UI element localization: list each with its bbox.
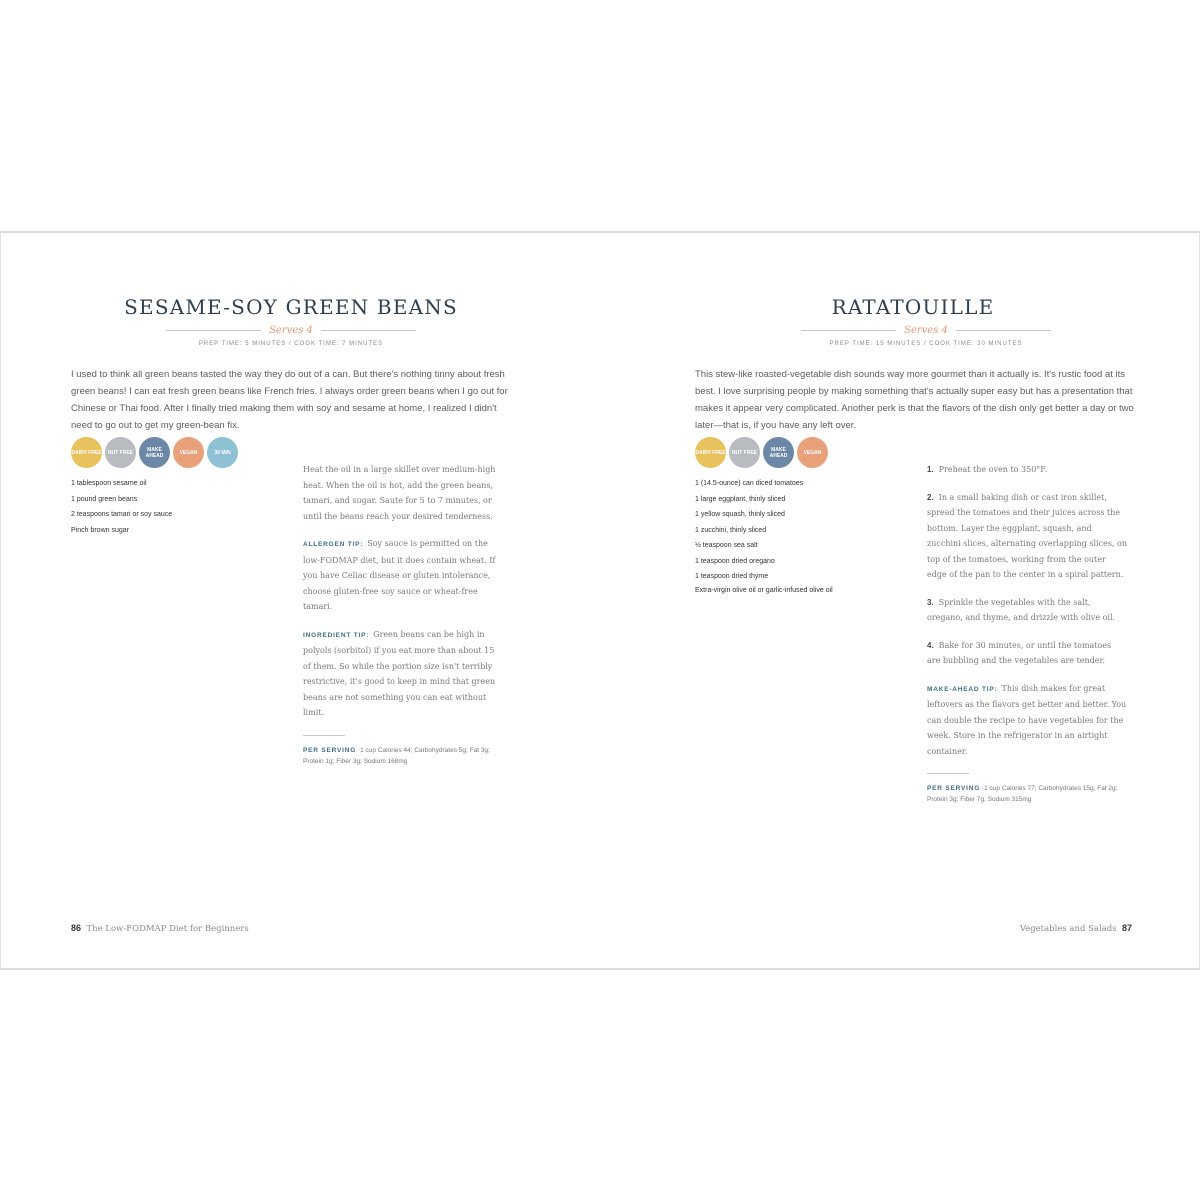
ingredient-item: 1 teaspoon dried oregano [695,557,775,565]
nut-free-badge-icon: NUT FREE [729,437,760,468]
ingredient-item: ½ teaspoon sea salt [695,542,758,549]
divider [303,735,345,736]
divider [927,773,969,774]
step-number: 3. [927,597,934,607]
prep-cook-times: PREP TIME: 15 MINUTES / COOK TIME: 30 MINUTES [829,341,1023,347]
30-minute-badge-icon: 30 MIN [207,437,238,468]
tip-label: INGREDIENT TIP: [303,631,370,639]
right-page [601,233,1200,968]
recipe-title: RATATOUILLE [831,295,995,319]
vegan-badge-icon: VEGAN [797,437,828,468]
ingredient-item: 1 teaspoon dried thyme [695,573,769,580]
recipe-title: SESAME-SOY GREEN BEANS [124,295,458,319]
nutrition-text: 1 cup Calories 44; Carbohydrates 5g; Fat 3g; Protein 1g; Fiber 3g; Sodium 168mg [303,746,490,765]
ingredient-item: 1 pound green beans [71,495,138,503]
serves-label: Serves 4 [269,324,313,336]
divider [956,330,1051,331]
recipe-intro: I used to think all green beans tasted the way they do out of a can. But there's nothing tinny about fresh green beans! I can eat fresh green beans like French fries. I always order green beans when I go out for Chinese or Thai food. After I finally tried making them with soy and sesame at home, I realized I didn't need to go out to get my green-bean fix. [71,369,508,431]
ingredient-list [71,476,246,538]
dairy-free-badge-icon: DAIRY FREE [695,437,726,468]
make-ahead-badge-icon: MAKE AHEAD [763,437,794,468]
ingredient-list [695,476,870,597]
ingredient-item: 1 tablespoon sesame oil [71,480,147,487]
per-serving-label: PER SERVING [927,785,981,792]
diet-badges [695,437,828,468]
tip-label: ALLERGEN TIP: [303,541,364,548]
direction-step [927,462,1127,478]
serves-line [166,324,416,336]
divider [166,330,261,331]
nutrition-info [303,745,503,767]
nutrition-info [927,783,1127,805]
make-ahead-badge-icon: MAKE AHEAD [139,437,170,468]
running-head: The Low-FODMAP Diet for Beginners [86,924,249,934]
tip-text: Soy sauce is permitted on the low-FODMAP diet, but it does contain wheat. If you have Celiac disease or gluten intolerance, choose gluten-free soy sauce or wheat-free tamari. [303,539,496,611]
step-text: In a small baking dish or cast iron skillet, spread the tomatoes and their juices across the bottom. Layer the eggplant, squash, and zucchini slices, alternating overlapping slices, on top of the tomatoes, working from the outer edge of the pan to the center in a spiral pattern. [927,492,1127,579]
make-ahead-tip [927,681,1127,760]
book-spread [0,231,1200,970]
diet-badges [71,437,238,468]
serves-line [801,324,1051,336]
recipe-intro: This stew-like roasted-vegetable dish sounds way more gourmet than it actually is. It's rustic food at its best. I love surprising people by making something that's actually super easy but has a presentation that makes it appear very complicated. Another perk is that the flavors of the dish only get better a day or two later—that is, if you have any left over. [695,369,1134,431]
ingredient-item: 1 large eggplant, thinly sliced [695,495,786,503]
directions [927,462,1127,805]
vegan-badge-icon: VEGAN [173,437,204,468]
allergen-tip [303,536,503,615]
ingredient-item: Pinch brown sugar [71,526,129,534]
step-number: 2. [927,492,934,502]
ingredient-item: 1 (14.5-ounce) can diced tomatoes [695,480,804,487]
tip-label: MAKE-AHEAD TIP: [927,685,998,693]
nutrition-text: 1 cup Calories 77; Carbohydrates 15g; Fat 2g; Protein 3g; Fiber 7g; Sodium 315mg [927,785,1118,803]
direction-text: Heat the oil in a large skillet over medium-high heat. When the oil is hot, add the green beans, tamari, and sugar. Saute for 5 to 7 minutes, or until the beans reach your desired tenderness. [303,465,496,521]
ingredient-item: 1 zucchini, thinly sliced [695,526,767,534]
ingredient-tip [303,627,503,721]
tip-text: Green beans can be high in polyols (sorbitol) if you eat more than about 15 of them. So while the portion size isn't terribly restrictive, it's good to keep in mind that green beans are not something you can eat without limit. [303,629,496,717]
serves-label: Serves 4 [904,324,948,336]
tip-text: This dish makes for great leftovers as the flavors get better and better. You can double the recipe to have vegetables for the week. Store in the refrigerator in an airtight container. [927,683,1127,756]
page-number: 87 [1121,923,1132,933]
nut-free-badge-icon: NUT FREE [105,437,136,468]
direction-step [927,490,1127,583]
step-text: Bake for 30 minutes, or until the tomatoes are bubbling and the vegetables are tender. [927,640,1112,665]
direction-step [927,595,1127,626]
ingredient-item: Extra-virgin olive oil or garlic-infused olive oil [695,586,833,594]
ingredient-item: 1 yellow squash, thinly sliced [695,511,785,518]
dairy-free-badge-icon: DAIRY FREE [71,437,102,468]
per-serving-label: PER SERVING [303,746,357,754]
step-text: Sprinkle the vegetables with the salt, oregano, and thyme, and drizzle with olive oil. [927,597,1116,622]
divider [321,330,416,331]
divider [801,330,896,331]
directions [303,462,503,767]
step-text: Preheat the oven to 350°F. [938,465,1048,474]
left-page [1,233,601,968]
step-number: 1. [927,465,934,474]
page-number: 86 [71,923,82,933]
direction-step [927,638,1127,669]
prep-cook-times: PREP TIME: 5 MINUTES / COOK TIME: 7 MINUTES [198,341,384,347]
page-footer [71,923,249,934]
ingredient-item: 2 teaspoons tamari or soy sauce [71,511,173,518]
step-number: 4. [927,640,934,650]
running-head: Vegetables and Salads [1019,924,1117,934]
page-footer [1020,923,1132,934]
